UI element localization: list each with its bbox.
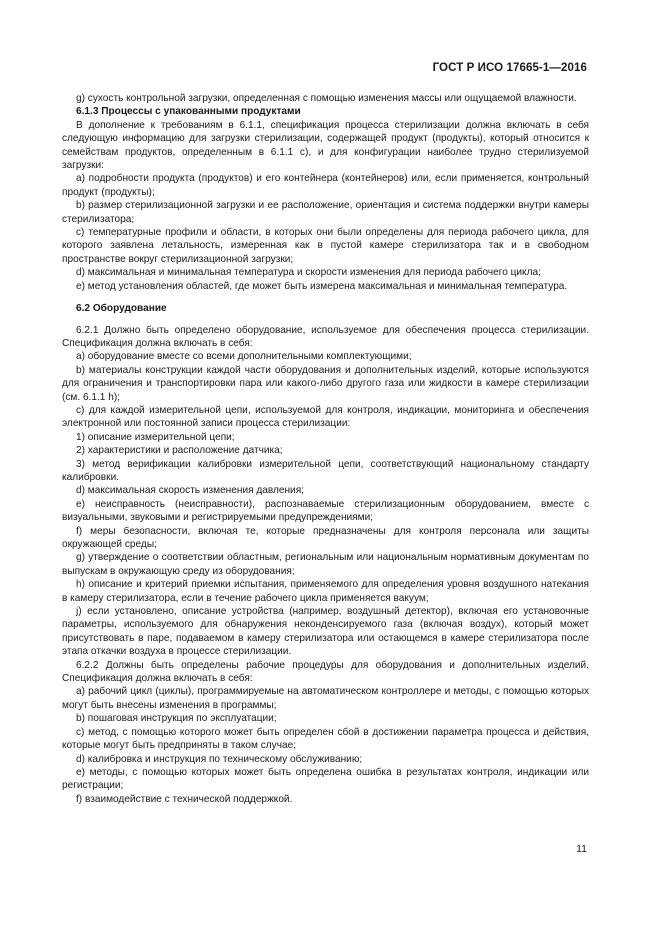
list-item: f) меры безопасности, включая те, которые предназначены для контроля персонала или защиты окружающей среды; (62, 525, 589, 550)
list-item: b) размер стерилизационной загрузки и ее расположение, ориентация и система поддержки внутри камеры стерилизатора; (62, 200, 589, 225)
list-item: c) температурные профили и области, в которых они были определены для периода рабочего цикла, для которого заявлена летальность, измеренная как в пустой камере стерилизатора так и в свободном пространстве вокруг стерилизационной загрузки; (62, 227, 589, 265)
list-item: 1) описание измерительной цепи; (76, 431, 235, 443)
section-heading-6-2: 6.2 Оборудование (76, 303, 167, 315)
list-item: a) подробности продукта (продуктов) и его контейнера (контейнеров) или, если применяется, контрольный продукт (продукты); (62, 173, 589, 198)
list-item: d) максимальная и минимальная температура и скорости изменения для периода рабочего цикла; (76, 267, 541, 279)
list-item: a) рабочий цикл (циклы), программируемые на автоматическом контроллере и методы, с помощью которых могут быть внесены изменения в программы; (62, 686, 589, 711)
list-item: d) калибровка и инструкция по техническому обслуживанию; (76, 753, 363, 765)
list-item: h) описание и критерий приемки испытания, применяемого для определения уровня воздушного натекания в камеру стерилизатора, если в течение рабочего цикла применяется вакуум; (62, 579, 589, 604)
list-item: c) метод, с помощью которого может быть определен сбой в достижении параметра процесса и действия, которые могут быть предприняты в таком случае; (62, 726, 589, 752)
paragraph: g) сухость контрольной загрузки, определенная с помощью изменения массы или ощущаемой влажности. (76, 93, 577, 104)
document-header: ГОСТ Р ИСО 17665-1—2016 (432, 62, 587, 74)
paragraph: 6.2.1 Должно быть определено оборудование, используемое для обеспечения процесса стерилизации. Спецификация должна включать в себя: (62, 324, 589, 349)
list-item: b) пошаговая инструкция по эксплуатации; (76, 713, 277, 725)
list-item: c) для каждой измерительной цепи, используемой для контроля, индикации, мониторинга и обеспечения электронной или постоянной записи процесса стерилизации: (62, 404, 589, 430)
list-item: j) если установлено, описание устройства (например, воздушный детектор), включая его установочные параметры, используемого для обнаружения неконденсируемого газа (включая воздух), который может присутствовать в паре, подаваемом в камеру стерилизатора или остающемся в камере стерилизатора после этапа откачки воздуха в процессе стерилизации. (62, 606, 589, 658)
subheading-6-1-3: 6.1.3 Процессы с упакованными продуктами (76, 106, 301, 118)
list-item: e) неисправность (неисправности), распознаваемые стерилизационным оборудованием, вместе с визуальными, звуковыми и регистрируемыми предупреждениями; (62, 498, 589, 524)
paragraph: 6.2.2 Должны быть определены рабочие процедуры для оборудования и дополнительных изделий. Спецификация должна включать в себя: (62, 659, 589, 685)
list-item: a) оборудование вместе со всеми дополнительными комплектующими; (76, 351, 412, 363)
list-item: g) утверждение о соответствии областным, региональным или национальным нормативным документам по выпускам в окружающую среду из оборудования; (62, 552, 589, 577)
document-body (62, 92, 589, 806)
paragraph: В дополнение к требованиям в 6.1.1, спецификация процесса стерилизации должна включать в себя следующую информацию для загрузки стерилизации, содержащей продукт (продукты), который относится к семействам продуктов, определенным в 6.1.1 с), и для конфигурации наиболее трудно стерилизуемой загрузки: (62, 119, 589, 172)
list-item: e) методы, с помощью которых может быть определена ошибка в результатах контроля, индикации или регистрации; (62, 766, 589, 792)
list-item: f) взаимодействие с технической поддержкой. (76, 793, 293, 805)
page-number: 11 (576, 843, 587, 855)
list-item: d) максимальная скорость изменения давления; (76, 485, 304, 497)
list-item: 3) метод верификации калибровки измерительной цепи, соответствующий национальному стандарту калибровки. (62, 458, 589, 483)
list-item: 2) характеристики и расположение датчика; (76, 445, 283, 457)
list-item: e) метод установления областей, где может быть измерена максимальная и минимальная температура. (76, 280, 568, 292)
list-item: b) материалы конструкции каждой части оборудования и дополнительных изделий, которые используются для ограничения и транспортировки пара или какого-либо другого газа или жидкости в камере стерилизации (см. 6.1.1 h); (62, 364, 589, 403)
